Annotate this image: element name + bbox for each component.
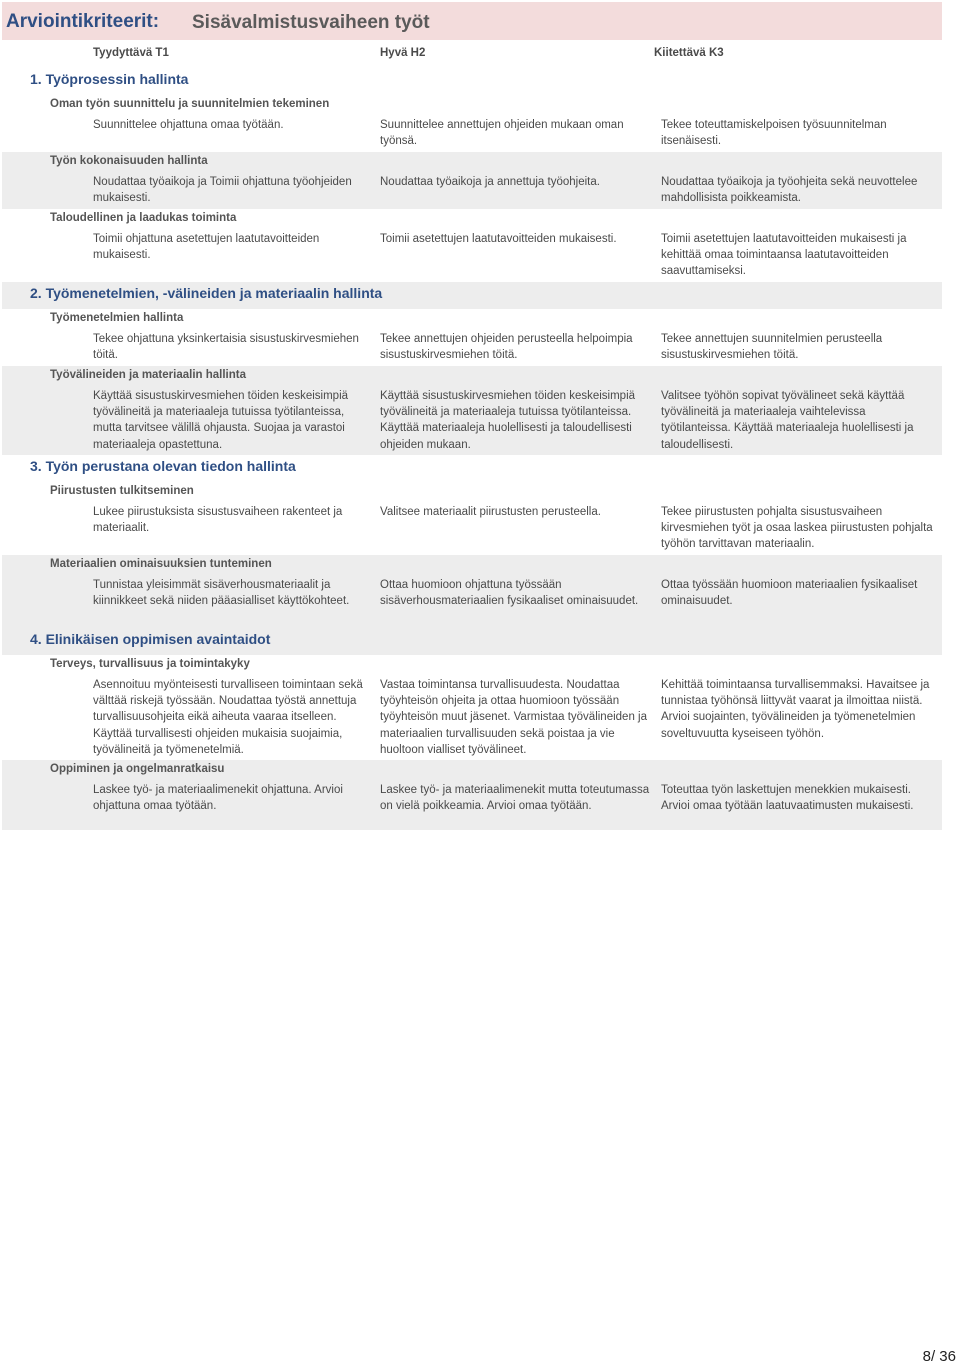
criterion-name: Työn kokonaisuuden hallinta (50, 155, 208, 167)
criterion-k3: Noudattaa työaikoja ja työohjeita sekä neuvottelee mahdollisista poikkeamista. (661, 176, 918, 205)
title-bar (2, 2, 942, 40)
criterion-t1: Lukee piirustuksista sisustusvaiheen rakenteet ja materiaalit. (93, 506, 343, 535)
criterion-h2: Ottaa huomioon ohjattuna työssään sisäverhousmateriaalien fysikaaliset ominaisuudet. (380, 579, 639, 608)
criterion-name: Taloudellinen ja laadukas toiminta (50, 212, 237, 224)
criterion-k3: Valitsee työhön sopivat työvälineet sekä käyttää työvälineitä ja materiaaleja vaihtelevissa työtilanteissa. Käyttää materiaaleja huolellisesti ja taloudellisesti. (661, 390, 914, 451)
criterion-h2: Käyttää sisustuskirvesmiehen töiden keskeisimpiä työvälineitä ja materiaaleja tutuissa työtilanteissa. Käyttää materiaaleja huolellisesti ja taloudellisesti ohjeiden mukaan. (380, 390, 636, 451)
criterion-t1: Tunnistaa yleisimmät sisäverhousmateriaalit ja kiinnikkeet sekä niiden pääasialliset käyttökohteet. (93, 579, 350, 608)
page-number: 8/ 36 (922, 1348, 956, 1365)
criterion-t1: Laskee työ- ja materiaalimenekit ohjattuna. Arvioi ohjattuna omaa työtään. (93, 784, 343, 813)
criterion-h2: Noudattaa työaikoja ja annettuja työohjeita. (380, 176, 600, 188)
criterion-name: Piirustusten tulkitseminen (50, 485, 194, 497)
criterion-h2: Valitsee materiaalit piirustusten perusteella. (380, 506, 601, 518)
section-title: 4. Elinikäisen oppimisen avaintaidot (30, 631, 271, 647)
criterion-name: Työvälineiden ja materiaalin hallinta (50, 369, 246, 381)
section-title: 1. Työprosessin hallinta (30, 71, 189, 87)
criterion-h2: Tekee annettujen ohjeiden perusteella helpoimpia sisustuskirvesmiehen töitä. (380, 333, 633, 362)
criterion-t1: Noudattaa työaikoja ja Toimii ohjattuna työohjeiden mukaisesti. (93, 176, 352, 205)
criterion-h2: Laskee työ- ja materiaalimenekit mutta toteutumassa on vielä poikkeamia. Arvioi omaa työtään. (380, 784, 650, 813)
section-title: 3. Työn perustana olevan tiedon hallinta (30, 458, 296, 474)
criterion-t1: Suunnittelee ohjattuna omaa työtään. (93, 119, 284, 131)
criterion-h2: Suunnittelee annettujen ohjeiden mukaan oman työnsä. (380, 119, 624, 148)
criterion-t1: Käyttää sisustuskirvesmiehen töiden keskeisimpiä työvälineitä ja materiaaleja tutuissa työtilanteissa, mutta tarvitsee välillä ohjausta. Suojaa ja varastoi materiaaleja opastettuna. (93, 390, 349, 451)
criterion-k3: Ottaa työssään huomioon materiaalien fysikaaliset ominaisuudet. (661, 579, 918, 608)
criterion-k3: Tekee annettujen suunnitelmien perusteella sisustuskirvesmiehen töitä. (661, 333, 883, 362)
criterion-k3: Tekee toteuttamiskelpoisen työsuunnitelman itsenäisesti. (661, 119, 887, 148)
criterion-h2: Vastaa toimintansa turvallisuudesta. Noudattaa työyhteisön ohjeita ja ottaa huomioon työssään työyhteisön muut jäsenet. Varmistaa työvälineiden ja materiaalien turvallisuuden sekä poistaa ja vie huoltoon vialliset työvälineet. (380, 679, 647, 756)
column-header-k3: Kiitettävä K3 (654, 47, 724, 59)
criterion-t1: Tekee ohjattuna yksinkertaisia sisustuskirvesmiehen töitä. (93, 333, 359, 362)
criterion-k3: Toteuttaa työn laskettujen menekkien mukaisesti. Arvioi omaa työtään laatuvaatimusten mukaisesti. (661, 784, 914, 813)
criterion-k3: Toimii asetettujen laatutavoitteiden mukaisesti ja kehittää omaa toimintaansa laatutavoitteiden saavuttamiseksi. (661, 233, 907, 278)
criterion-k3: Tekee piirustusten pohjalta sisustusvaiheen kirvesmiehen työt ja osaa laskea piirustusten pohjalta työhön tarvittavan materiaalin. (661, 506, 933, 551)
document-label: Arviointikriteerit: (6, 11, 160, 32)
criterion-name: Työmenetelmien hallinta (50, 312, 184, 324)
criterion-k3: Kehittää toimintaansa turvallisemmaksi. Havaitsee ja tunnistaa työhönsä liittyvät vaarat ja ilmoittaa niistä. Arvioi suojainten, työvälineiden ja työmenetelmien soveltuvuutta kyseiseen työhön. (661, 679, 930, 740)
section-title: 2. Työmenetelmien, -välineiden ja materiaalin hallinta (30, 285, 383, 301)
criterion-name: Oman työn suunnittelu ja suunnitelmien tekeminen (50, 98, 330, 110)
criterion-t1: Asennoituu myönteisesti turvalliseen toimintaan sekä välttää riskejä työssään. Noudattaa työstä annettuja turvallisuusohjeita eikä aiheuta vaaraa itselleen. Käyttää turvallisesti ohjeiden mukaisia suojaimia, työvälineitä ja työmenetelmiä. (93, 679, 363, 756)
criterion-t1: Toimii ohjattuna asetettujen laatutavoitteiden mukaisesti. (93, 233, 320, 262)
criterion-name: Terveys, turvallisuus ja toimintakyky (50, 658, 250, 670)
column-header-t1: Tyydyttävä T1 (93, 47, 169, 59)
criterion-h2: Toimii asetettujen laatutavoitteiden mukaisesti. (380, 233, 617, 245)
document-title: Sisävalmistusvaiheen työt (192, 12, 430, 33)
criterion-name: Oppiminen ja ongelmanratkaisu (50, 763, 225, 775)
criterion-name: Materiaalien ominaisuuksien tunteminen (50, 558, 272, 570)
column-header-h2: Hyvä H2 (380, 47, 426, 59)
